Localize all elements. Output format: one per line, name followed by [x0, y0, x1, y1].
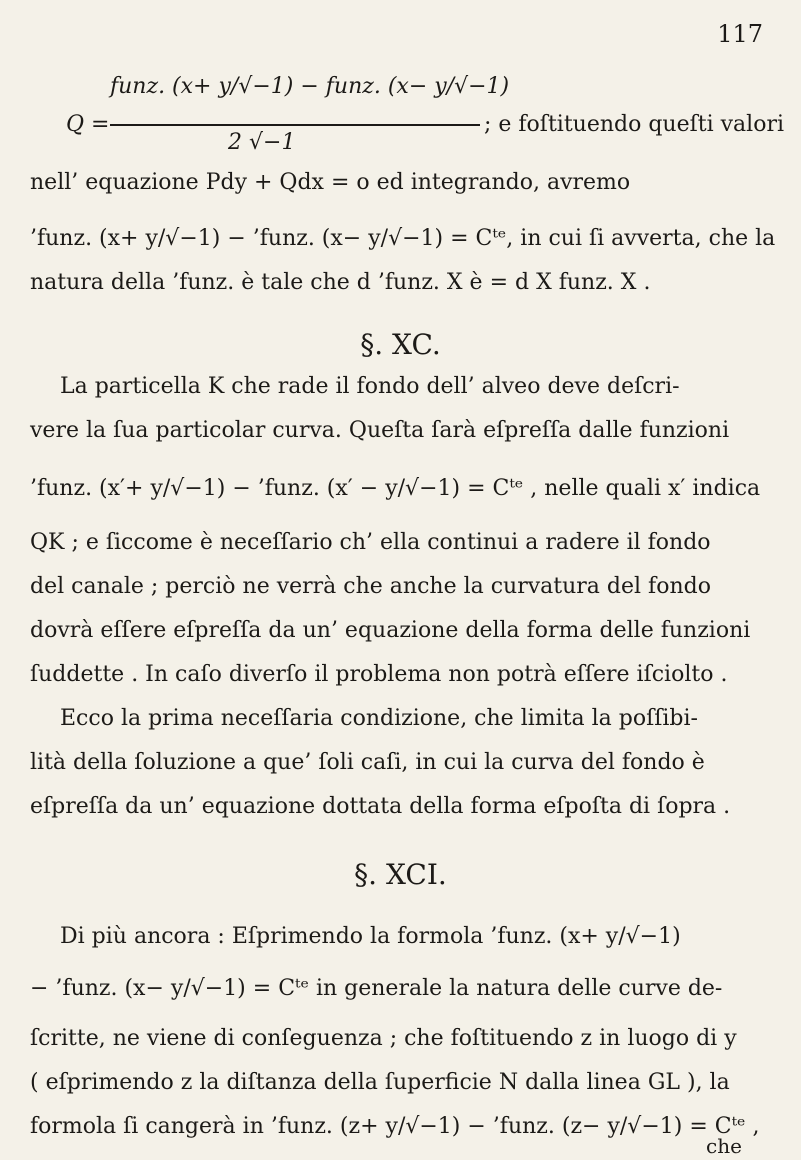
text-line: − ’funz. (x− y/√−1) = Cᵗᵉ in generale la natura delle curve de-: [30, 976, 723, 1001]
page-number: 117: [717, 20, 763, 48]
text-line: La particella K che rade il fondo dell’ alveo deve deſcri-: [60, 374, 680, 399]
text-line: ſcritte, ne viene di conſeguenza ; che foſtituendo z in luogo di y: [30, 1026, 737, 1051]
text-line: Ecco la prima neceſſaria condizione, che limita la poſſibi-: [60, 706, 698, 731]
q-fraction-denominator: 2 √−1: [228, 130, 296, 155]
text-line: vere la ſua particolar curva. Queſta ſarà eſpreſſa dalle funzioni: [30, 418, 730, 443]
fraction-bar: [110, 124, 480, 126]
text-line: ’funz. (x+ y/√−1) − ’funz. (x− y/√−1) = Cᵗᵉ, in cui ſi avverta, che la: [30, 226, 776, 251]
text-line: dovrà eſſere eſpreſſa da un’ equazione della forma delle funzioni: [30, 618, 751, 643]
section-heading: §. XC.: [360, 328, 441, 361]
text-line: natura della ’funz. è tale che d ’funz. X è = d X funz. X .: [30, 270, 651, 295]
text-line: ( eſprimendo z la diſtanza della ſuperficie N dalla linea GL ), la: [30, 1070, 730, 1095]
catchword: che: [706, 1134, 742, 1158]
text-line: QK ; e ſiccome è neceſſario ch’ ella continui a radere il fondo: [30, 530, 711, 555]
text-line: Di più ancora : Eſprimendo la formola ’funz. (x+ y/√−1): [60, 924, 681, 949]
section-heading: §. XCI.: [354, 858, 447, 891]
text-line: del canale ; perciò ne verrà che anche la curvatura del fondo: [30, 574, 711, 599]
q-fraction-numerator: funz. (x+ y/√−1) − funz. (x− y/√−1): [110, 74, 510, 99]
text-line: lità della ſoluzione a que’ ſoli caſi, in cui la curva del fondo è: [30, 750, 705, 775]
text-line: eſpreſſa da un’ equazione dottata della forma eſpoſta di ſopra .: [30, 794, 731, 819]
text-line: ’funz. (x′+ y/√−1) − ’funz. (x′ − y/√−1) = Cᵗᵉ , nelle quali x′ indica: [30, 476, 761, 501]
q-symbol: Q =: [66, 112, 110, 137]
text-line: ſuddette . In caſo diverſo il problema non potrà eſſere iſciolto .: [30, 662, 728, 687]
text-line: formola ſi cangerà in ’funz. (z+ y/√−1) − ’funz. (z− y/√−1) = Cᵗᵉ ,: [30, 1114, 760, 1139]
text-line: nell’ equazione Pdy + Qdx = o ed integrando, avremo: [30, 170, 631, 195]
q-line-rest: ; e foſtituendo queſti valori: [484, 112, 785, 137]
